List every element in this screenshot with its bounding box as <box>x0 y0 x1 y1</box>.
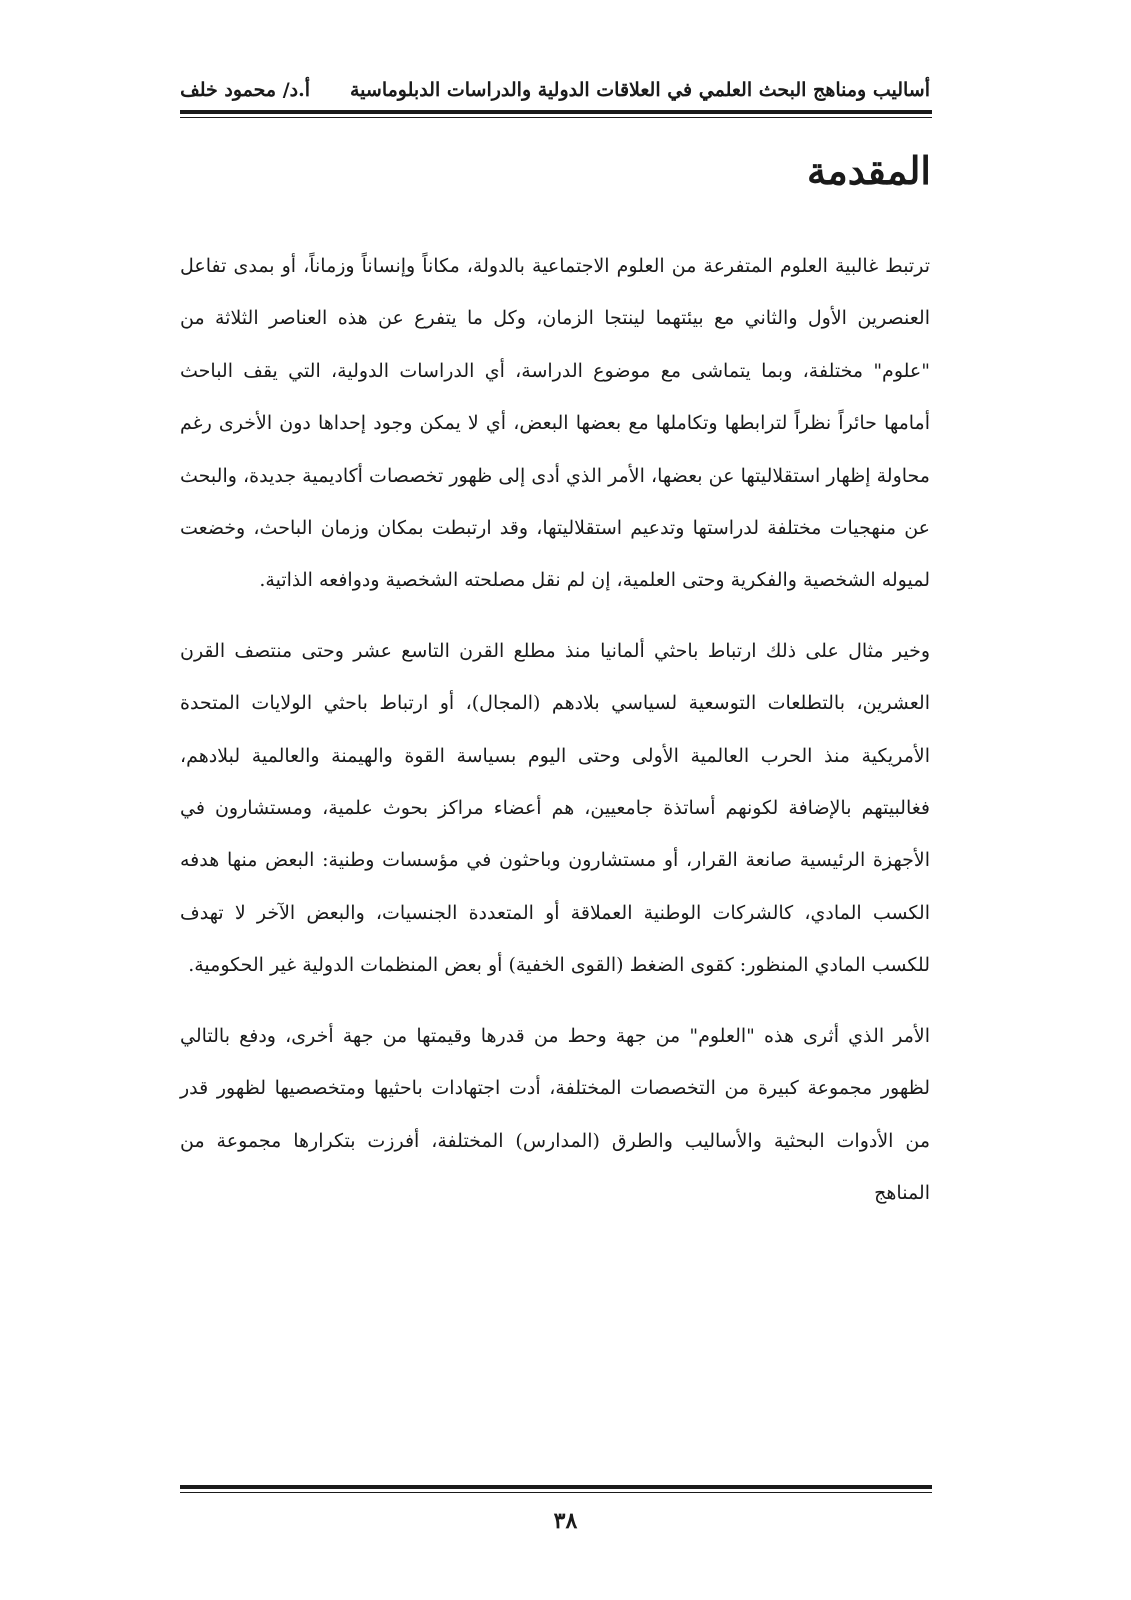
header-rule <box>180 110 932 114</box>
running-header <box>180 70 930 110</box>
paragraph-1: ترتبط غالبية العلوم المتفرعة من العلوم الاجتماعية بالدولة، مكاناً وإنساناً وزماناً، أو بمدى تفاعل العنصرين الأول والثاني مع بيئتهما لينتجا الزمان، وكل ما يتفرع عن هذه العناصر الثلاثة من "علوم" مختلفة، وبما يتماشى مع موضوع الدراسة، أي الدراسات الدولية، التي يقف الباحث أمامها حائراً نظراً لترابطها وتكاملها مع بعضها البعض، أي لا يمكن وجود إحداها دون الأخرى رغم محاولة إظهار استقلاليتها عن بعضها، الأمر الذي أدى إلى ظهور تخصصات أكاديمية جديدة، والبحث عن منهجيات مختلفة لدراستها وتدعيم استقلاليتها، وقد ارتبطت بمكان وزمان الباحث، وخضعت لميوله الشخصية والفكرية وحتى العلمية، إن لم نقل مصلحته الشخصية ودوافعه الذاتية. <box>180 255 930 592</box>
book-title: أساليب ومناهج البحث العلمي في العلاقات الدولية والدراسات الدبلوماسية <box>350 79 930 101</box>
footer-rule <box>180 1485 932 1489</box>
author-name: أ.د/ محمود خلف <box>180 79 310 101</box>
body-text <box>180 240 930 1237</box>
paragraph-3: الأمر الذي أثرى هذه "العلوم" من جهة وحط من قدرها وقيمتها من جهة أخرى، ودفع بالتالي لظهور مجموعة كبيرة من التخصصات المختلفة، أدت اجتهادات باحثيها ومتخصصيها لظهور قدر من الأدوات البحثية والأساليب والطرق (المدارس) المختلفة، أفرزت بتكرارها مجموعة من المناهج <box>180 1024 930 1204</box>
section-title: المقدمة <box>806 148 931 193</box>
paragraph-2: وخير مثال على ذلك ارتباط باحثي ألمانيا منذ مطلع القرن التاسع عشر وحتى منتصف القرن العشرين، بالتطلعات التوسعية لسياسي بلادهم (المجال)، أو ارتباط باحثي الولايات المتحدة الأمريكية منذ الحرب العالمية الأولى وحتى اليوم بسياسة القوة والهيمنة والعالمية لبلادهم، فغالبيتهم بالإضافة لكونهم أساتذة جامعيين، هم أعضاء مراكز بحوث علمية، ومستشارون في الأجهزة الرئيسية صانعة القرار، أو مستشارون وباحثون في مؤسسات وطنية: البعض منها هدفه الكسب المادي، كالشركات الوطنية العملاقة أو المتعددة الجنسيات، والبعض الآخر لا تهدف للكسب المادي المنظور: كقوى الضغط (القوى الخفية) أو بعض المنظمات الدولية غير الحكومية. <box>180 639 930 977</box>
page-number: ٣٨ <box>553 1508 578 1534</box>
